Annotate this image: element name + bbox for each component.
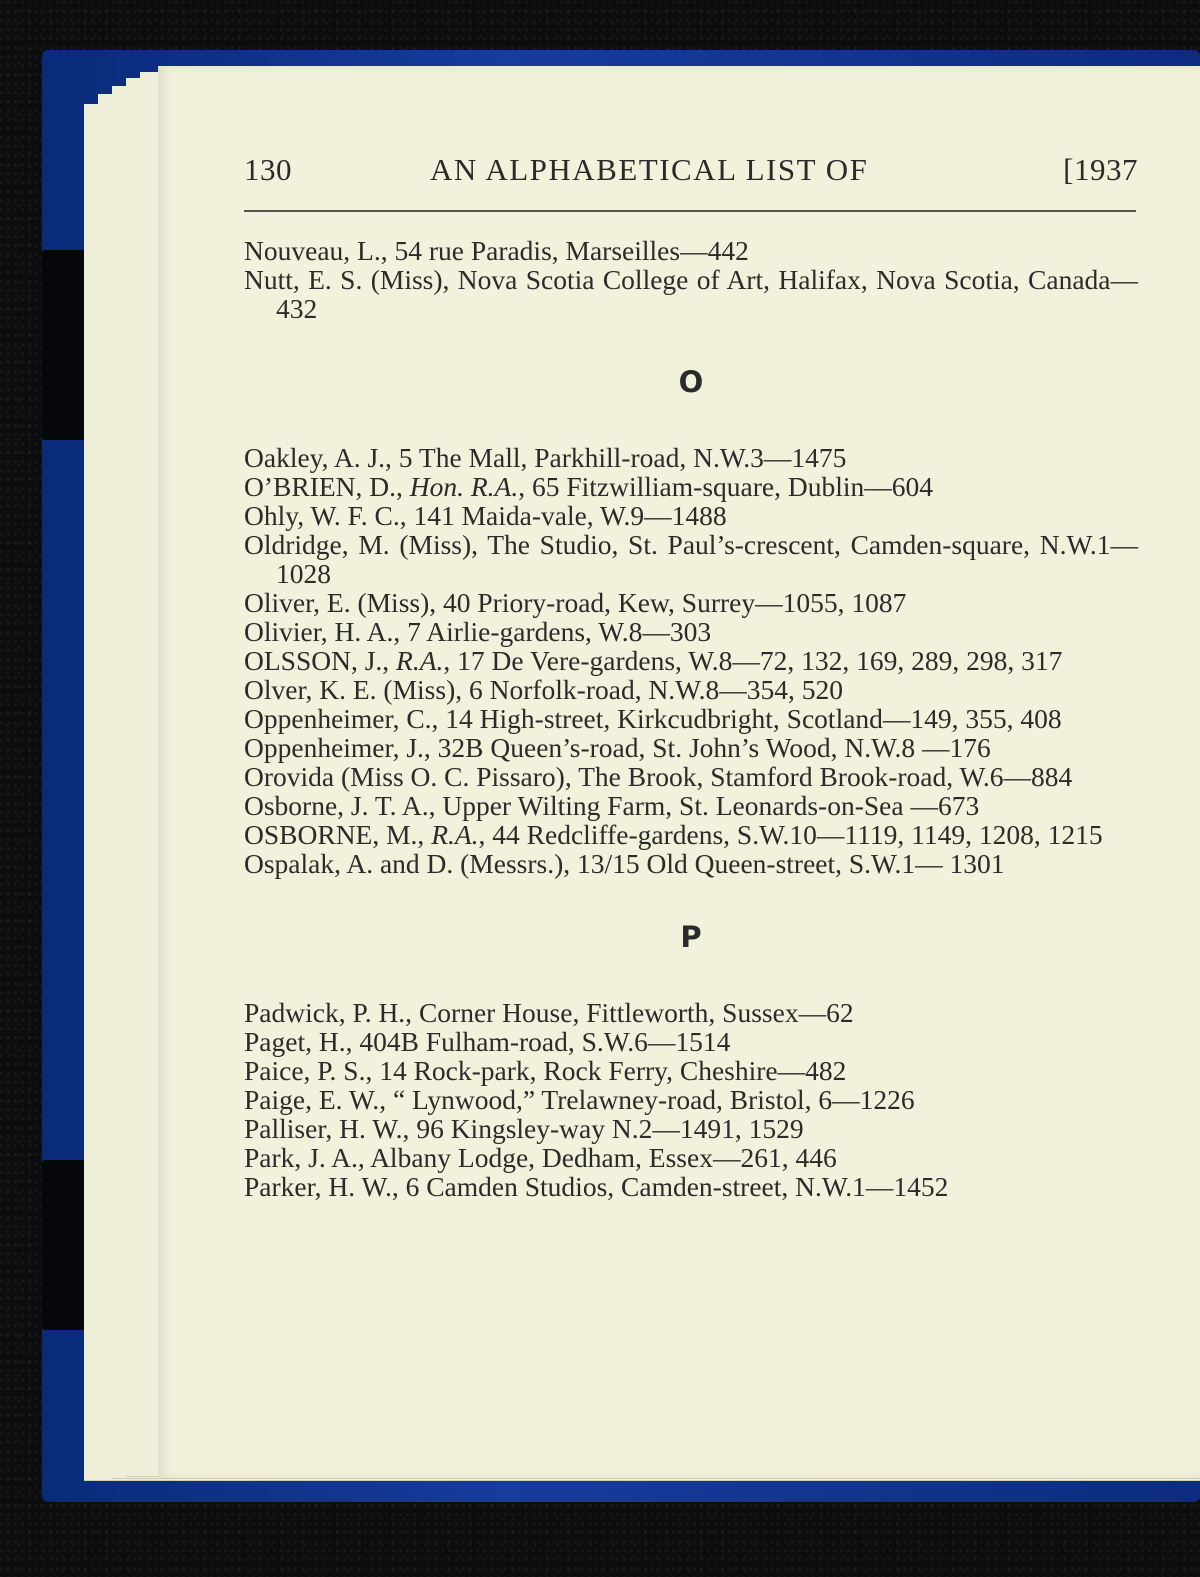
list-item: OSBORNE, M., R.A., 44 Redcliffe-gardens, S.W.10—1119, 1149, 1208, 1215 — [244, 819, 1103, 850]
entry-name: Parker, H. W., — [244, 1171, 406, 1202]
entry-name: Ospalak, A. and D. (Messrs.), — [244, 848, 578, 879]
entry-title: R.A. — [431, 819, 479, 850]
entry-address: Albany Lodge, Dedham, Essex—261, 446 — [370, 1142, 837, 1173]
list-item — [244, 998, 1138, 1027]
entry-name: Nutt, E. S. (Miss), — [244, 264, 458, 295]
entry-name: Paget, H., — [244, 1026, 360, 1057]
entry-name: Oakley, A. J., — [244, 442, 399, 473]
list-item — [244, 1172, 1138, 1201]
entry-name: OSBORNE, M., — [244, 819, 432, 850]
year-label: [1937 — [1063, 152, 1138, 187]
entry-name: OLSSON, J., — [244, 645, 397, 676]
entry-address: 96 Kingsley-way N.2—1491, 1529 — [416, 1113, 804, 1144]
section-letter: O — [678, 365, 704, 399]
entry-name: Oliver, E. (Miss), — [244, 587, 444, 618]
list-item — [244, 501, 1138, 530]
entry-address: Corner House, Fittleworth, Sussex—62 — [418, 997, 854, 1028]
list-item — [244, 1027, 1138, 1056]
running-title: AN ALPHABETICAL LIST OF — [430, 152, 869, 187]
list-item — [244, 1085, 1138, 1114]
list-item — [244, 733, 1138, 762]
header-rule — [244, 210, 1136, 212]
entry-address: 40 Priory-road, Kew, Surrey—1055, 1087 — [443, 587, 907, 618]
entry-name: Oppenheimer, J., — [244, 732, 438, 763]
running-header — [244, 152, 1140, 198]
list-item — [244, 265, 1138, 323]
entry-name: Paice, P. S., — [244, 1055, 380, 1086]
entry-address: 6 Camden Studios, Camden-street, N.W.1—1452 — [405, 1171, 949, 1202]
list-item — [244, 1143, 1138, 1172]
list-item — [244, 530, 1138, 588]
entry-name: Nouveau, L., — [244, 235, 395, 266]
page-number: 130 — [244, 152, 292, 187]
entry-name: Olver, K. E. (Miss), — [244, 674, 469, 705]
entry-name: Palliser, H. W., — [244, 1113, 417, 1144]
list-item — [244, 617, 1138, 646]
entry-name: Paige, E. W., — [244, 1084, 393, 1115]
section-letter: P — [680, 920, 702, 954]
list-item: OLSSON, J., R.A., 17 De Vere-gardens, W.8—72, 132, 169, 289, 298, 317 — [244, 645, 1063, 676]
entry-address: 7 Airlie-gardens, W.8—303 — [407, 616, 712, 647]
list-item — [244, 791, 1138, 820]
entry-address: 54 rue Paradis, Marseilles—442 — [394, 235, 749, 266]
entry-address: 17 De Vere-gardens, W.8—72, 132, 169, 289, 298, 317 — [457, 645, 1063, 676]
list-item — [244, 236, 1138, 265]
list-item — [244, 762, 1138, 791]
entry-address: The Studio, St. Paul’s-crescent, Camden-square, N.W.1—1028 — [276, 529, 1138, 589]
entry-name: Oppenheimer, C., — [244, 703, 446, 734]
entry-name: Osborne, J. T. A., — [244, 790, 443, 821]
entry-address: 14 Rock-park, Rock Ferry, Cheshire—482 — [379, 1055, 847, 1086]
entry-name: Oldridge, M. (Miss), — [244, 529, 488, 560]
list-item — [244, 588, 1138, 617]
entry-address: 141 Maida-vale, W.9—1488 — [413, 500, 727, 531]
directory-list — [244, 236, 1138, 1201]
list-item — [244, 849, 1138, 878]
entry-title: R.A. — [396, 645, 444, 676]
list-item — [244, 443, 1138, 472]
entry-address: 13/15 Old Queen-street, S.W.1— 1301 — [577, 848, 1005, 879]
entry-address: 14 High-street, Kirkcudbright, Scotland—149, 355, 408 — [445, 703, 1062, 734]
list-item — [244, 675, 1138, 704]
entry-name: Olivier, H. A., — [244, 616, 408, 647]
entry-name: Park, J. A., — [244, 1142, 371, 1173]
entry-address: Nova Scotia College of Art, Halifax, Nova Scotia, Canada—432 — [276, 264, 1139, 324]
entry-address: 5 The Mall, Parkhill-road, N.W.3—1475 — [398, 442, 847, 473]
entry-name: Orovida (Miss O. C. Pissaro), — [244, 761, 579, 792]
list-item — [244, 1114, 1138, 1143]
entry-name: Ohly, W. F. C., — [244, 500, 414, 531]
list-item: O’BRIEN, D., Hon. R.A., 65 Fitzwilliam-square, Dublin—604 — [244, 471, 933, 502]
entry-name: O’BRIEN, D., — [244, 471, 410, 502]
entry-address: 404B Fulham-road, S.W.6—1514 — [359, 1026, 731, 1057]
entry-address: 32B Queen’s-road, St. John’s Wood, N.W.8 —176 — [437, 732, 991, 763]
list-item — [244, 1056, 1138, 1085]
entry-address: The Brook, Stamford Brook-road, W.6—884 — [578, 761, 1073, 792]
list-item — [244, 704, 1138, 733]
entry-address: Upper Wilting Farm, St. Leonards-on-Sea —673 — [442, 790, 980, 821]
entry-address: 6 Norfolk-road, N.W.8—354, 520 — [468, 674, 843, 705]
entry-address: “ Lynwood,” Trelawney-road, Bristol, 6—1226 — [392, 1084, 915, 1115]
entry-address: 44 Redcliffe-gardens, S.W.10—1119, 1149, 1208, 1215 — [492, 819, 1103, 850]
entry-name: Padwick, P. H., — [244, 997, 419, 1028]
entry-address: 65 Fitzwilliam-square, Dublin—604 — [531, 471, 933, 502]
entry-title: Hon. R.A. — [409, 471, 519, 502]
